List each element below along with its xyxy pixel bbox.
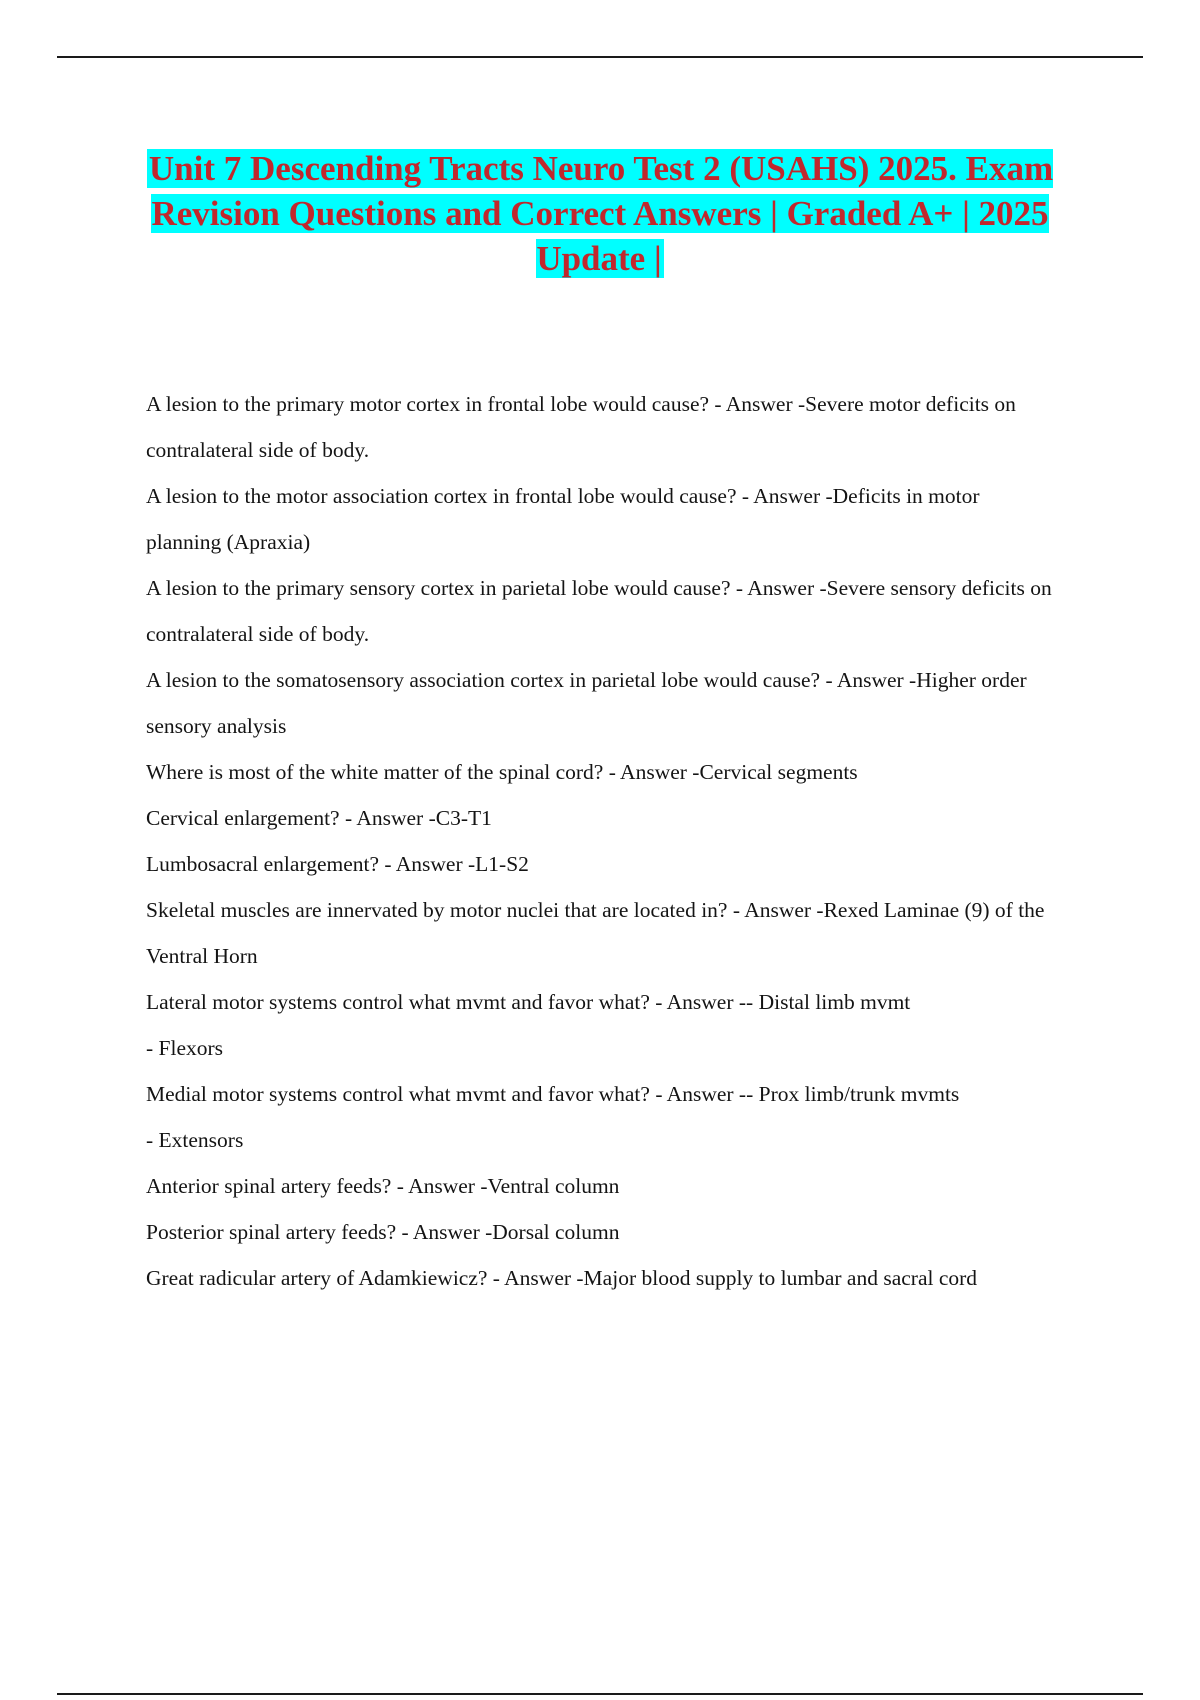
qa-paragraph: planning (Apraxia) (146, 530, 311, 554)
qa-paragraph: sensory analysis (146, 714, 287, 738)
qa-paragraph: Lumbosacral enlargement? - Answer -L1-S2 (146, 852, 529, 876)
qa-paragraph: Lateral motor systems control what mvmt and favor what? - Answer -- Distal limb mvmt (146, 990, 911, 1014)
qa-paragraph: Medial motor systems control what mvmt and favor what? - Answer -- Prox limb/trunk mvmts (146, 1082, 960, 1106)
qa-paragraph: Posterior spinal artery feeds? - Answer -Dorsal column (146, 1220, 620, 1244)
qa-paragraph: contralateral side of body. (146, 622, 370, 646)
qa-paragraph: Ventral Horn (146, 944, 258, 968)
qa-paragraph: A lesion to the primary motor cortex in frontal lobe would cause? - Answer -Severe motor deficits on (146, 392, 1016, 416)
qa-paragraph: Where is most of the white matter of the spinal cord? - Answer -Cervical segments (146, 760, 858, 784)
qa-paragraph: A lesion to the motor association cortex in frontal lobe would cause? - Answer -Deficits in motor (146, 484, 980, 508)
footer-rule (57, 1693, 1143, 1695)
qa-paragraph: - Flexors (146, 1036, 224, 1060)
qa-paragraph: Great radicular artery of Adamkiewicz? - Answer -Major blood supply to lumbar and sacral cord (146, 1266, 978, 1290)
header-rule (57, 56, 1143, 58)
document-title-text: Unit 7 Descending Tracts Neuro Test 2 (USAHS) 2025. Exam Revision Questions and Correct Answers | Graded A+ | 2025 Update | (148, 149, 1054, 278)
qa-paragraph: A lesion to the somatosensory association cortex in parietal lobe would cause? - Answer -Higher order (146, 668, 1027, 692)
qa-paragraph: Anterior spinal artery feeds? - Answer -Ventral column (146, 1174, 620, 1198)
qa-paragraph: Skeletal muscles are innervated by motor nuclei that are located in? - Answer -Rexed Laminae (9) of the (146, 898, 1045, 922)
qa-paragraph: - Extensors (146, 1128, 244, 1152)
qa-paragraph: Cervical enlargement? - Answer -C3-T1 (146, 806, 492, 830)
document-title (110, 146, 1090, 281)
qa-paragraph: contralateral side of body. (146, 438, 370, 462)
document-body (146, 390, 1088, 1310)
qa-paragraph: A lesion to the primary sensory cortex in parietal lobe would cause? - Answer -Severe sensory deficits on (146, 576, 1052, 600)
